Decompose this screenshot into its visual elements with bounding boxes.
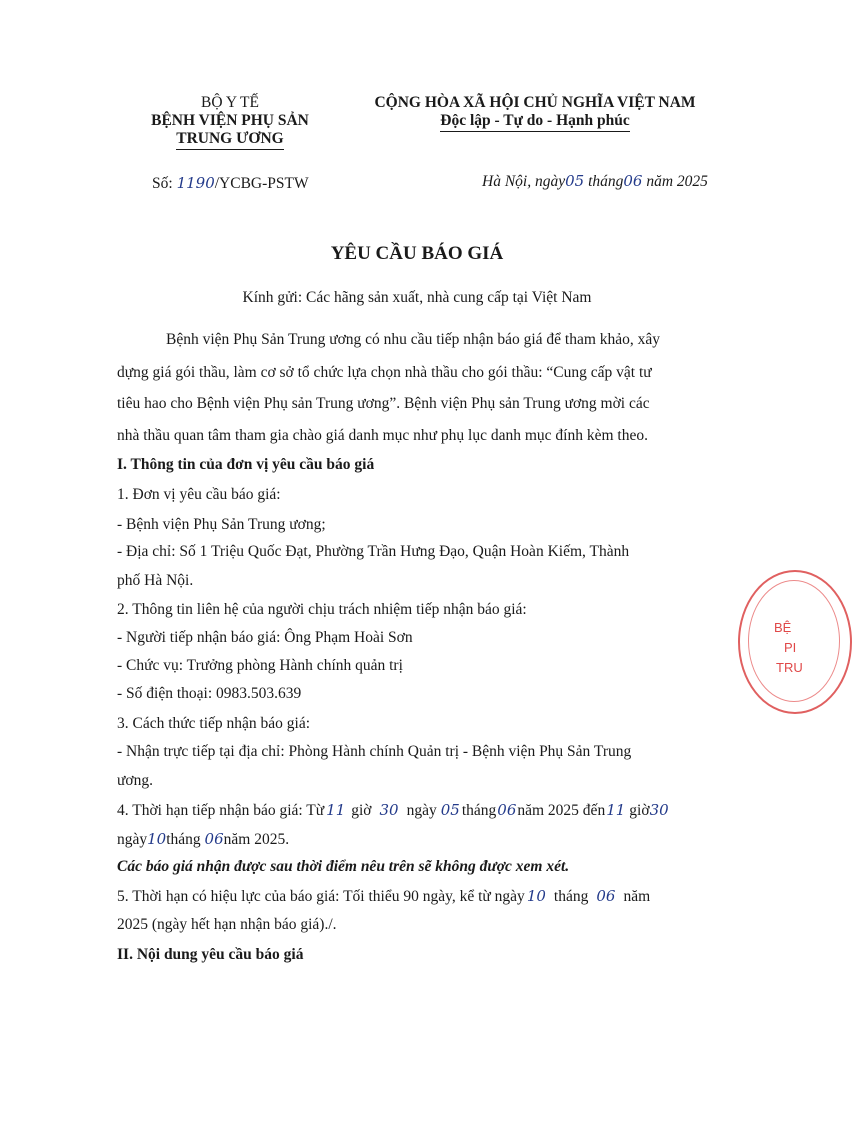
intro-line-3: tiêu hao cho Bệnh viện Phụ sản Trung ương”. Bệnh viện Phụ sản Trung ương mời các <box>117 395 650 412</box>
date-year: năm 2025 <box>646 173 708 190</box>
hospital-name-line1: BỆNH VIỆN PHỤ SẢN <box>151 112 309 129</box>
recipient-line: Kính gửi: Các hãng sản xuất, nhà cung cấp tại Việt Nam <box>242 289 592 306</box>
s5-line1 <box>117 887 650 906</box>
s4-text-month: tháng <box>461 802 497 819</box>
number-suffix: /YCBG-PSTW <box>214 175 309 192</box>
date-prefix: Hà Nội, ngày <box>482 173 566 190</box>
s4-day2: 10 <box>147 830 167 848</box>
late-quote-note: Các báo giá nhận được sau thời điểm nêu trên sẽ không được xem xét. <box>117 858 570 875</box>
stamp-text-2: PI <box>784 640 797 655</box>
date-month-label: tháng <box>588 173 624 190</box>
header-right <box>355 94 715 132</box>
intro-line-2: dựng giá gói thầu, làm cơ sở tổ chức lựa chọn nhà thầu cho gói thầu: “Cung cấp vật tư <box>117 364 652 381</box>
national-slogan: Độc lập - Tự do - Hạnh phúc <box>440 112 629 132</box>
s4-text-day2: ngày <box>117 831 148 848</box>
s4-day1: 05 <box>440 801 460 819</box>
date-month: 06 <box>623 172 643 190</box>
s2-phone: - Số điện thoại: 0983.503.639 <box>117 685 302 702</box>
header-left <box>140 94 320 150</box>
s4-line2 <box>117 830 289 849</box>
s4-text-month2: tháng <box>166 831 201 848</box>
document-number <box>152 174 309 193</box>
s1-address-line2: phố Hà Nội. <box>117 572 194 589</box>
s4-month2: 06 <box>204 830 224 848</box>
s4-text-day: ngày <box>406 802 437 819</box>
s1-unit: - Bệnh viện Phụ Sản Trung ương; <box>117 516 326 533</box>
section-2-heading: II. Nội dung yêu cầu báo giá <box>117 946 304 963</box>
s4-text-year-to: năm 2025 đến <box>517 802 606 819</box>
intro-line-4: nhà thầu quan tâm tham gia chào giá danh mục như phụ lục danh mục đính kèm theo. <box>117 427 648 444</box>
s4-text-hour2: giờ <box>629 802 650 819</box>
intro-line-1: Bệnh viện Phụ Sản Trung ương có nhu cầu tiếp nhận báo giá để tham khảo, xây <box>166 331 661 348</box>
page-title: YÊU CẦU BÁO GIÁ <box>330 243 504 264</box>
s1-title: 1. Đơn vị yêu cầu báo giá: <box>117 486 281 503</box>
national-motto: CỘNG HÒA XÃ HỘI CHỦ NGHĨA VIỆT NAM <box>374 94 696 111</box>
number-prefix: Số: <box>152 175 173 192</box>
s3-title: 3. Cách thức tiếp nhận báo giá: <box>117 715 311 732</box>
s5-text: 5. Thời hạn có hiệu lực của báo giá: Tối thiểu 90 ngày, kể từ ngày <box>117 888 525 905</box>
s3-line2: ương. <box>117 772 153 789</box>
s4-min2: 30 <box>649 801 669 819</box>
number-handwritten: 1190 <box>176 174 215 192</box>
date-day: 05 <box>565 172 585 190</box>
s4-hour1: 11 <box>326 801 346 819</box>
s4-month1: 06 <box>497 801 517 819</box>
s4-min1: 30 <box>379 801 399 819</box>
red-stamp <box>738 570 852 714</box>
s3-line1: - Nhận trực tiếp tại địa chỉ: Phòng Hành chính Quản trị - Bệnh viện Phụ Sản Trung <box>117 743 632 760</box>
s4-text-from: 4. Thời hạn tiếp nhận báo giá: Từ <box>117 802 325 819</box>
section-1-heading: I. Thông tin của đơn vị yêu cầu báo giá <box>117 456 375 473</box>
s5-month: 06 <box>596 887 616 905</box>
document-date <box>482 172 708 191</box>
s4-text-hour: giờ <box>351 802 372 819</box>
s2-title: 2. Thông tin liên hệ của người chịu trách nhiệm tiếp nhận báo giá: <box>117 601 527 618</box>
s2-position: - Chức vụ: Trưởng phòng Hành chính quản trị <box>117 657 403 674</box>
stamp-text-3: TRU <box>776 660 803 675</box>
s1-address-line1: - Địa chỉ: Số 1 Triệu Quốc Đạt, Phường Trần Hưng Đạo, Quận Hoàn Kiếm, Thành <box>117 543 630 560</box>
s5-text-month: tháng <box>553 888 589 905</box>
hospital-name-line2: TRUNG ƯƠNG <box>176 130 284 150</box>
s4-text-year2: năm 2025. <box>223 831 290 848</box>
stamp-text-1: BỆ <box>774 620 792 635</box>
s2-person: - Người tiếp nhận báo giá: Ông Phạm Hoài Sơn <box>117 629 413 646</box>
s4-hour2: 11 <box>606 801 626 819</box>
ministry-name: BỘ Y TẾ <box>201 94 259 111</box>
s5-day: 10 <box>526 887 546 905</box>
s5-line2: 2025 (ngày hết hạn nhận báo giá)./. <box>117 916 337 933</box>
s4-line1 <box>117 801 669 820</box>
s5-text-year: năm <box>623 888 651 905</box>
